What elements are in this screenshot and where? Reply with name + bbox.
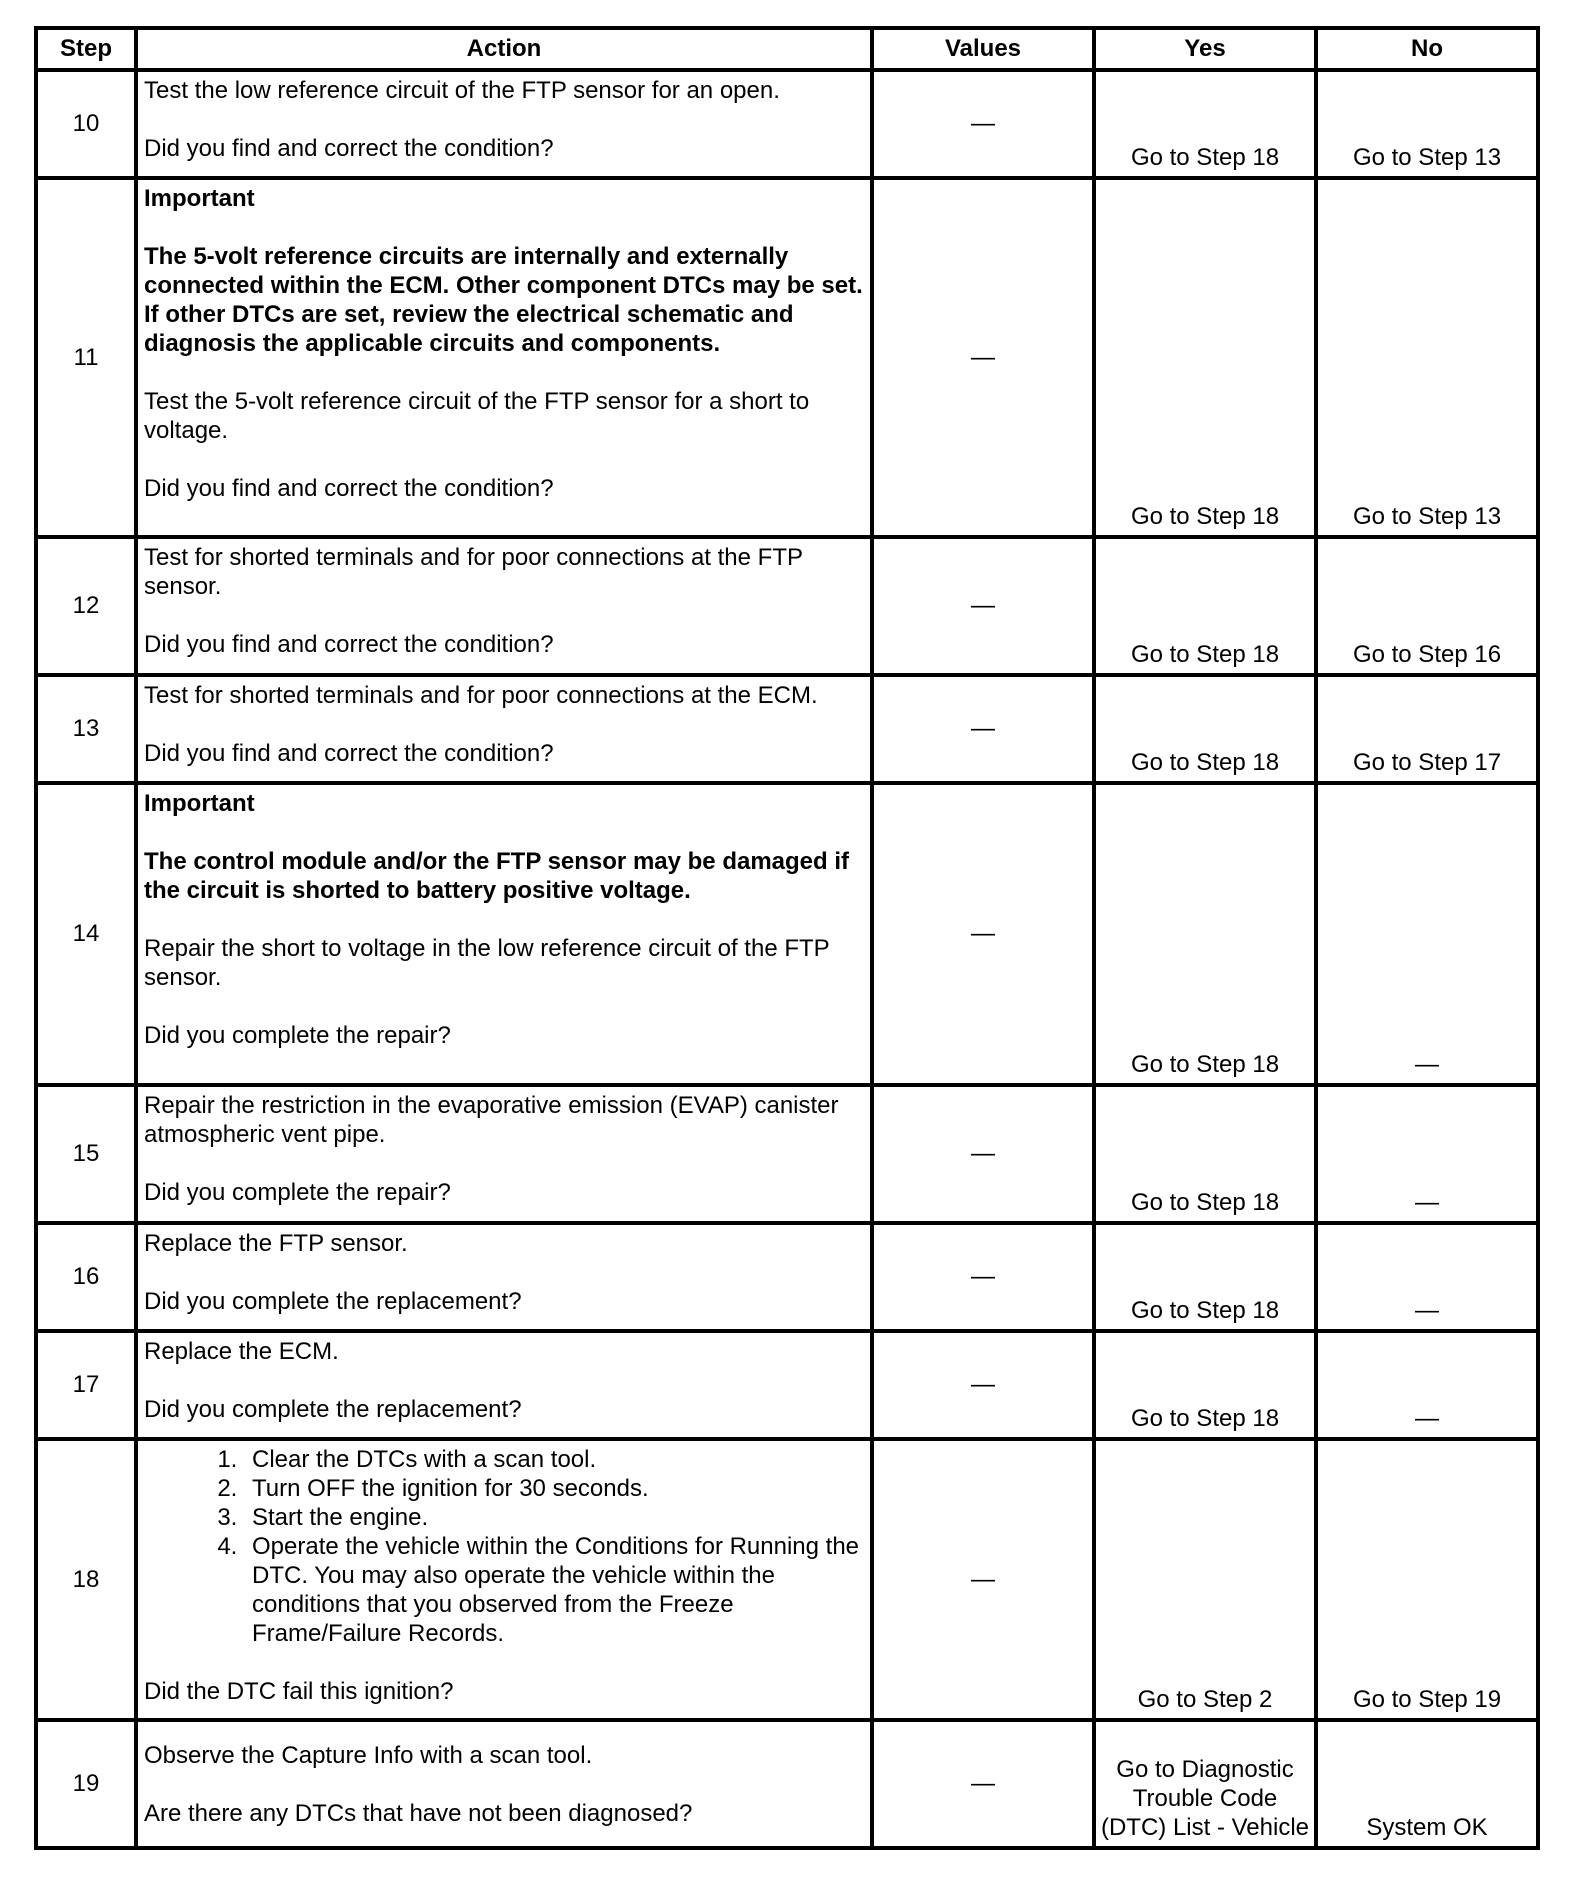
list-item: 4. Operate the vehicle within the Conditions for Running the DTC. You may also operate the vehicle within the conditions that you observed from the Freeze Frame/Failure Records. [244, 1532, 866, 1648]
header-values: Values [872, 28, 1094, 70]
no-cell: Go to Step 17 [1316, 675, 1538, 783]
header-step: Step [36, 28, 136, 70]
action-question: Did you find and correct the condition? [144, 740, 554, 767]
yes-cell: Go to Step 18 [1094, 1223, 1316, 1331]
action-question: Did the DTC fail this ignition? [144, 1678, 454, 1705]
yes-cell: Go to Step 2 [1094, 1439, 1316, 1720]
procedure-list [144, 1445, 866, 1648]
step-number: 16 [36, 1223, 136, 1331]
no-cell: Go to Step 13 [1316, 70, 1538, 178]
table-row [36, 1331, 1538, 1439]
step-number: 12 [36, 537, 136, 675]
action-question: Are there any DTCs that have not been diagnosed? [144, 1799, 693, 1827]
action-cell [136, 537, 872, 675]
action-text: Test for shorted terminals and for poor connections at the ECM. [144, 682, 818, 709]
step-number: 19 [36, 1720, 136, 1848]
values-cell: — [872, 1331, 1094, 1439]
action-text: Replace the FTP sensor. [144, 1230, 408, 1257]
values-cell: — [872, 178, 1094, 537]
table-row [36, 783, 1538, 1085]
yes-cell: Go to Step 18 [1094, 1331, 1316, 1439]
action-question: Did you complete the replacement? [144, 1396, 522, 1423]
table-row [36, 1223, 1538, 1331]
action-cell [136, 178, 872, 537]
list-item: 3. Start the engine. [244, 1503, 866, 1532]
action-question: Did you find and correct the condition? [144, 135, 554, 162]
step-number: 13 [36, 675, 136, 783]
values-cell: — [872, 1439, 1094, 1720]
values-cell: — [872, 1085, 1094, 1223]
important-heading: Important [144, 790, 255, 817]
table-row [36, 1720, 1538, 1848]
action-text: Observe the Capture Info with a scan tool. [144, 1741, 593, 1769]
action-text: Test for shorted terminals and for poor connections at the FTP sensor. [144, 544, 803, 600]
step-number: 18 [36, 1439, 136, 1720]
action-text: Repair the restriction in the evaporative emission (EVAP) canister atmospheric vent pipe. [144, 1092, 839, 1148]
values-cell: — [872, 537, 1094, 675]
step-number: 11 [36, 178, 136, 537]
yes-cell: Go to Step 18 [1094, 783, 1316, 1085]
action-question: Did you find and correct the condition? [144, 475, 554, 502]
no-cell: Go to Step 16 [1316, 537, 1538, 675]
action-question: Did you complete the repair? [144, 1179, 451, 1206]
action-question: Did you complete the repair? [144, 1022, 451, 1049]
action-cell [136, 1223, 872, 1331]
action-cell [136, 783, 872, 1085]
step-number: 10 [36, 70, 136, 178]
action-text: Test the low reference circuit of the FTP sensor for an open. [144, 77, 780, 104]
action-cell [136, 1085, 872, 1223]
header-row [36, 28, 1538, 70]
header-no: No [1316, 28, 1538, 70]
values-cell: — [872, 675, 1094, 783]
step-number: 14 [36, 783, 136, 1085]
yes-cell: Go to Step 18 [1094, 675, 1316, 783]
action-question: Did you find and correct the condition? [144, 631, 554, 658]
table-row [36, 1085, 1538, 1223]
important-text: The control module and/or the FTP sensor may be damaged if the circuit is shorted to battery positive voltage. [144, 848, 850, 904]
yes-cell: Go to Diagnostic Trouble Code (DTC) List - Vehicle [1094, 1720, 1316, 1848]
no-cell: Go to Step 19 [1316, 1439, 1538, 1720]
action-cell [136, 1331, 872, 1439]
action-cell [136, 1439, 872, 1720]
table-row [36, 675, 1538, 783]
no-cell: — [1316, 783, 1538, 1085]
table-row [36, 70, 1538, 178]
no-cell: Go to Step 13 [1316, 178, 1538, 537]
diagnostic-table [34, 26, 1540, 1850]
action-text: Repair the short to voltage in the low reference circuit of the FTP sensor. [144, 935, 830, 991]
action-text: Test the 5-volt reference circuit of the FTP sensor for a short to voltage. [144, 388, 810, 444]
yes-cell: Go to Step 18 [1094, 70, 1316, 178]
action-question: Did you complete the replacement? [144, 1288, 522, 1315]
header-action: Action [136, 28, 872, 70]
action-text: Replace the ECM. [144, 1338, 339, 1365]
table-row [36, 537, 1538, 675]
step-number: 17 [36, 1331, 136, 1439]
no-cell: — [1316, 1223, 1538, 1331]
no-cell: System OK [1316, 1720, 1538, 1848]
table-row [36, 178, 1538, 537]
list-item: 1. Clear the DTCs with a scan tool. [244, 1445, 866, 1474]
step-number: 15 [36, 1085, 136, 1223]
table-row [36, 1439, 1538, 1720]
values-cell: — [872, 783, 1094, 1085]
list-item: 2. Turn OFF the ignition for 30 seconds. [244, 1474, 866, 1503]
header-yes: Yes [1094, 28, 1316, 70]
action-cell [136, 1720, 872, 1848]
important-heading: Important [144, 185, 255, 212]
no-cell: — [1316, 1085, 1538, 1223]
yes-cell: Go to Step 18 [1094, 537, 1316, 675]
yes-cell: Go to Step 18 [1094, 178, 1316, 537]
action-cell [136, 675, 872, 783]
action-cell [136, 70, 872, 178]
no-cell: — [1316, 1331, 1538, 1439]
values-cell: — [872, 1223, 1094, 1331]
important-text: The 5-volt reference circuits are internally and externally connected within the ECM. Other component DTCs may be set. If other DTCs are set, review the electrical schematic and diagnosis the applicable circuits and components. [144, 243, 863, 357]
values-cell: — [872, 70, 1094, 178]
yes-cell: Go to Step 18 [1094, 1085, 1316, 1223]
values-cell: — [872, 1720, 1094, 1848]
